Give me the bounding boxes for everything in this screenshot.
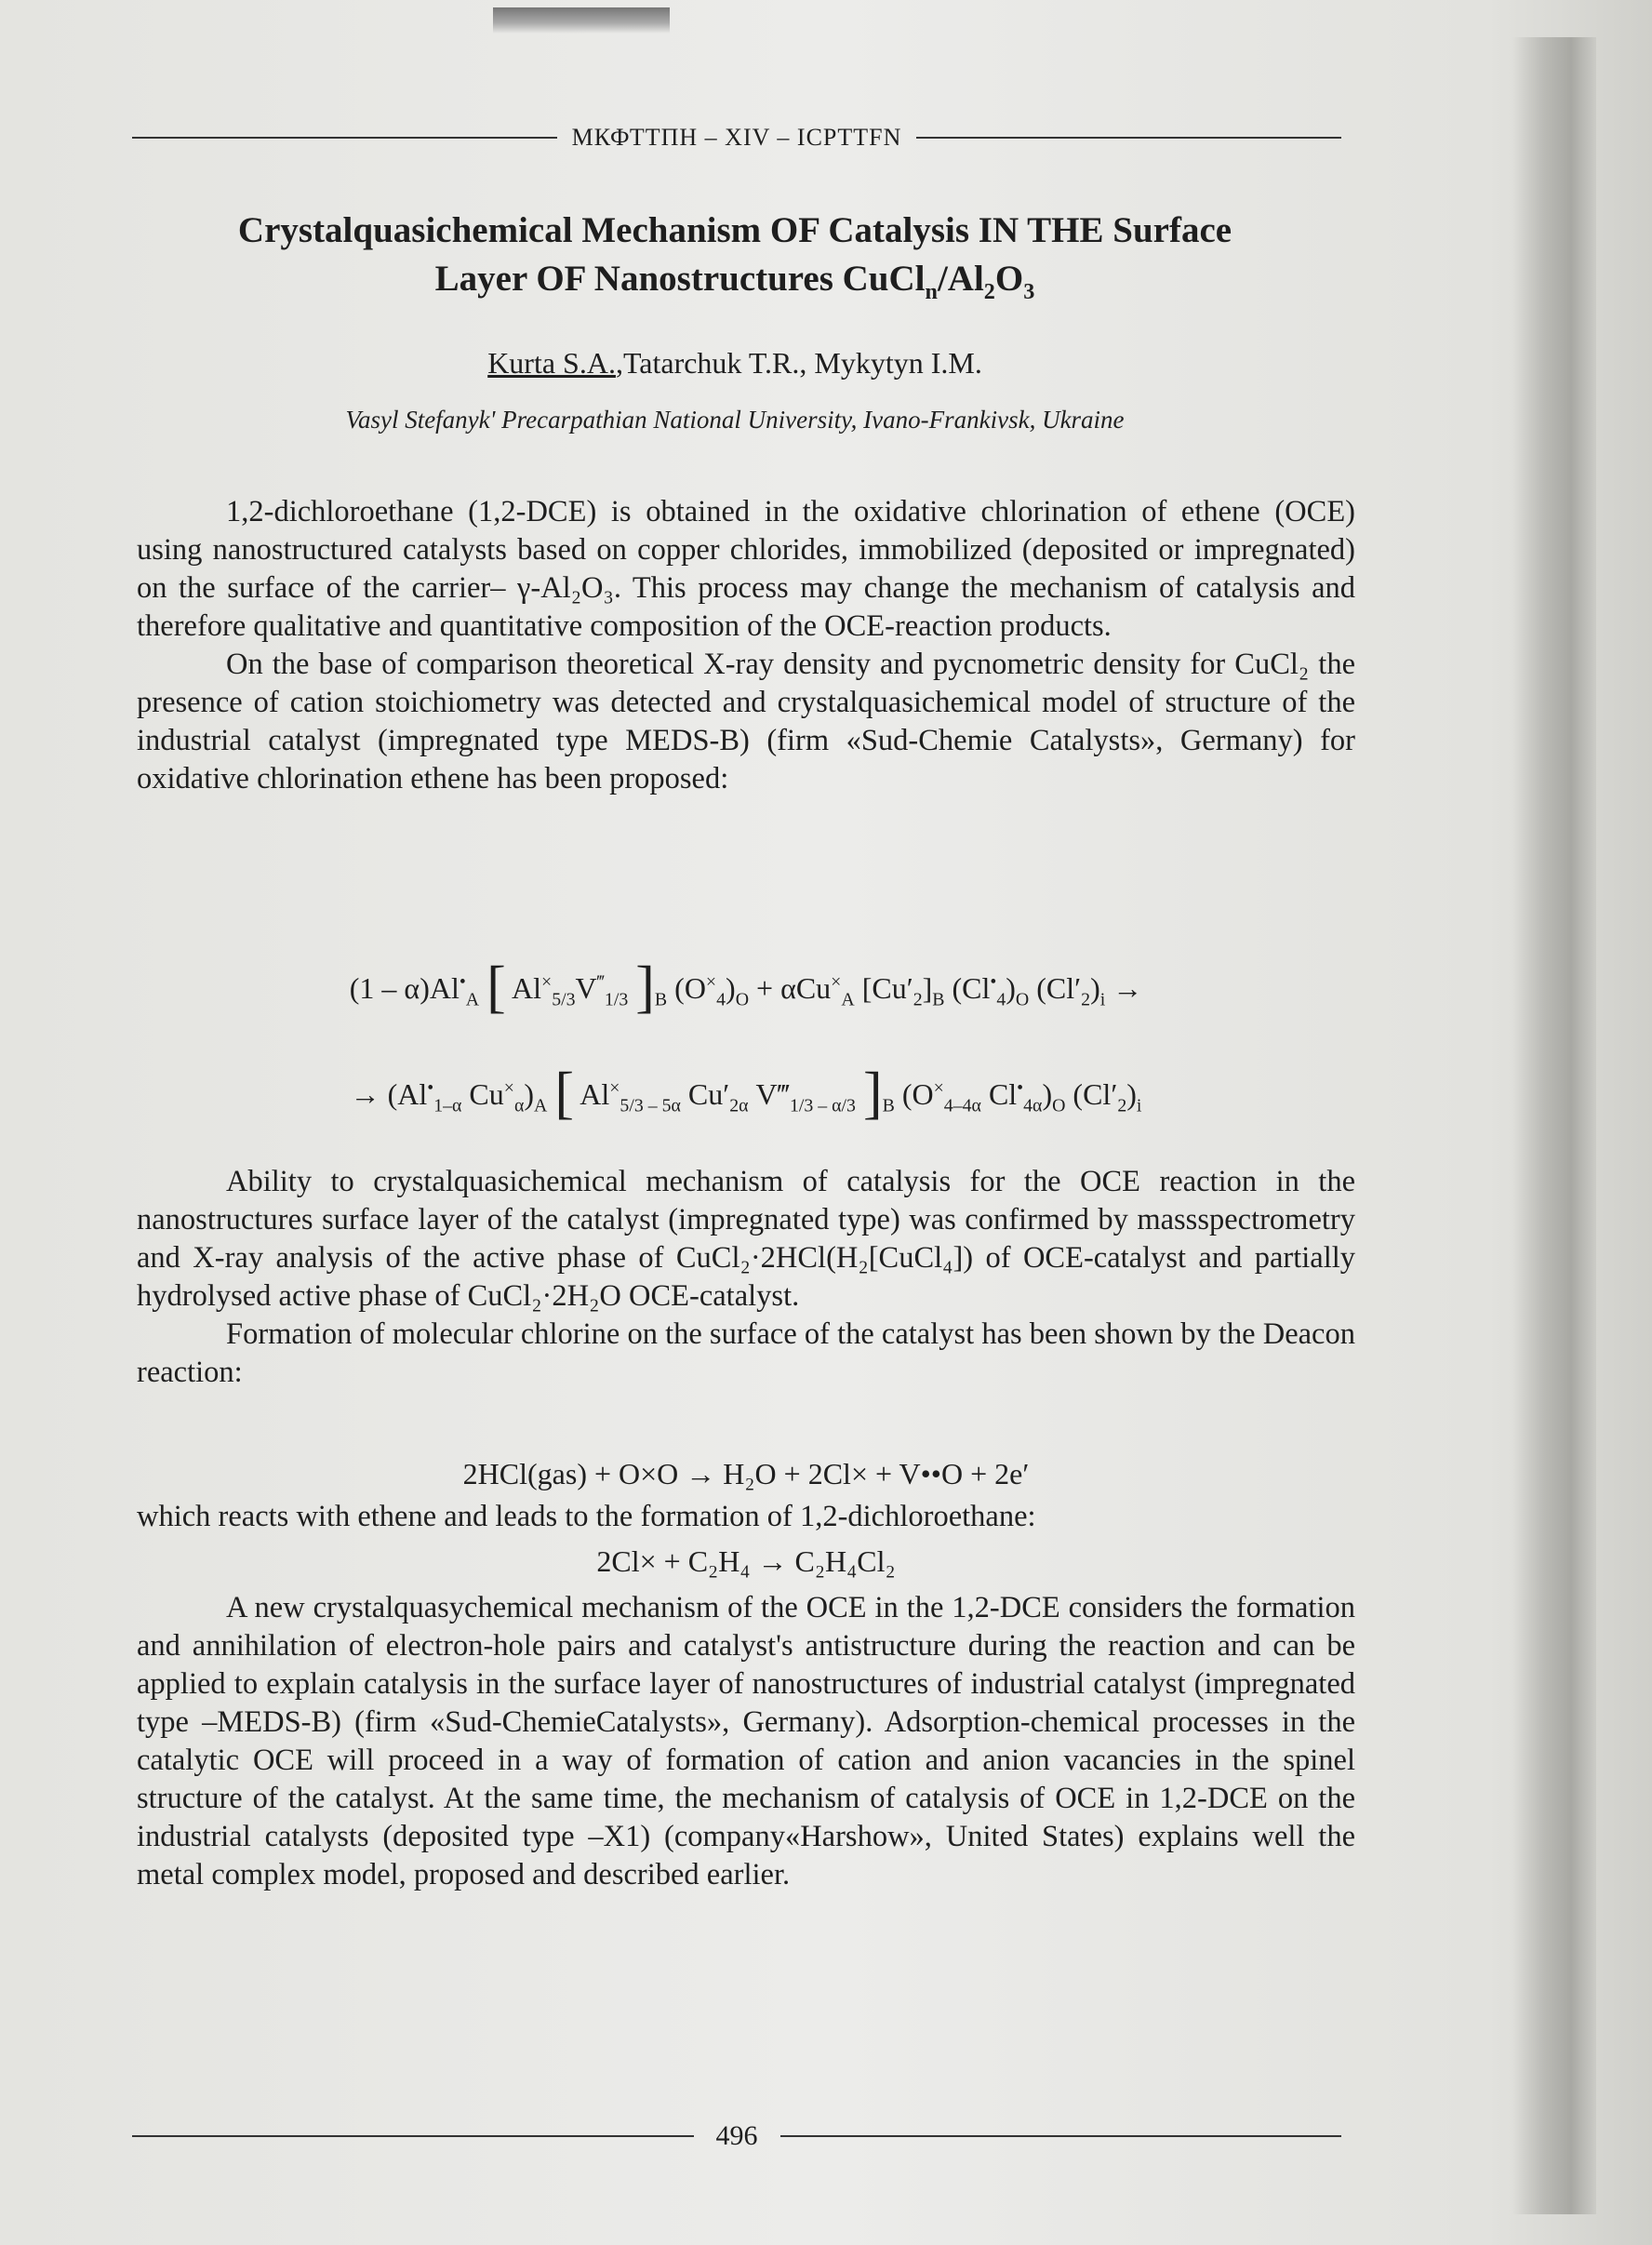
equation-ethene: 2Cl× + C₂H₄ → C₂H₄Cl₂ — [596, 1544, 896, 1578]
footer-rule-right — [780, 2135, 1342, 2137]
paper-title — [130, 207, 1339, 303]
author-others: ,Tatarchuk T.R., Mykytyn I.M. — [615, 346, 982, 380]
paragraph-1: 1,2-dichloroethane (1,2-DCE) is obtained in the oxidative chlorination of ethene (OCE) using nanostructured catalysts based on copper chlorides, immobilized (deposited or impregnated) on the surface of the carrier– γ-Al₂O₃. This process may change the mechanism of catalysis and therefore qualitative and quantitative composition of the OCE-reaction products. — [137, 495, 1355, 643]
equation-deacon: 2HCl(gas) + O×O → H₂O + 2Cl× + V••O + 2e′ — [462, 1457, 1030, 1490]
equation-1: $(1 - \alpha)Al^•_A$ [ $Al^\times_{5/3}V^‴_{1/3}$ ]$_B$ $(O^\times_4)_O + \alpha Cu^\times_A$ $[Cu'_2]_B$ $(Cl^•_4)_O$ $(Cl'_2)_i$ → — [349, 955, 1143, 1019]
paragraph-block-3 — [137, 1498, 1355, 1536]
header-rule-left — [132, 137, 557, 139]
paragraph-6: A new crystalquasychemical mechanism of the OCE in the 1,2-DCE considers the formation and annihilation of electron-hole pairs and catalyst's antistructure during the reaction and can be applied to explain catalysis in the surface layer of nanostructures of industrial catalyst (impregnated type –MEDS-B) (firm «Sud-ChemieCatalysts», Germany). Adsorption-chemical processes in the catalytic OCE will proceed in a way of formation of cation and anion vacancies in the spinel structure of the catalyst. At the same time, the mechanism of catalysis of OCE in 1,2-DCE on the industrial catalysts (deposited type –X1) (company«Harshow», United States) explains well the metal complex model, proposed and described earlier. — [137, 1591, 1355, 1891]
book-spine-shadow — [1512, 37, 1596, 2214]
scan-artifact — [493, 7, 670, 33]
authors — [130, 346, 1339, 381]
running-header — [132, 119, 1341, 156]
affiliation: Vasyl Stefanyk' Precarpathian National University, Ivano-Frankivsk, Ukraine — [345, 406, 1125, 434]
page-footer — [132, 2118, 1341, 2155]
equation-2: → ($Al^•_{1-\alpha}$ $Cu^\times_\alpha)_A$ [ $Al^\times_{5/3 - 5\alpha}$ $Cu'_{2\alpha}$ $V‴_{1/3 - \alpha/3}$ ]$_B$ ($O^\times_{4-4\alpha}$ $Cl^•_{4\alpha})_O$ $(Cl'_2)_i$ — [350, 1062, 1142, 1125]
title-line-1: Crystalquasichemical Mechanism OF Catalysis IN THE Surface — [237, 210, 1232, 250]
paragraph-block-4 — [137, 1589, 1355, 1894]
paragraph-4: Formation of molecular chlorine on the surface of the catalyst has been shown by the Deacon reaction: — [137, 1317, 1355, 1389]
paragraph-5: which reacts with ethene and leads to the formation of 1,2-dichloroethane: — [137, 1500, 1036, 1533]
author-kurta: Kurta S.A. — [487, 346, 616, 380]
title-line-2: Layer OF Nanostructures $CuCl_n/Al_2O_3$ — [434, 259, 1035, 304]
paragraph-block-2 — [137, 1163, 1355, 1392]
paragraph-2: On the base of comparison theoretical X-ray density and pycnometric density for CuCl₂ the presence of cation stoichiometry was detected and crystalquasichemical model of structure of the industrial catalyst (impregnated type MEDS-B) (firm «Sud-Chemie Catalysts», Germany) for oxidative chlorination ethene has been proposed: — [137, 648, 1355, 795]
paragraph-block-1 — [137, 493, 1355, 798]
header-text: МКФТТПН – XIV – ICPTTFN — [571, 124, 902, 151]
page-number: 496 — [715, 2120, 758, 2151]
header-rule-right — [916, 137, 1341, 139]
footer-rule-left — [132, 2135, 694, 2137]
paragraph-3: Ability to crystalquasichemical mechanism of catalysis for the OCE reaction in the nanostructures surface layer of the catalyst (impregnated type) was confirmed by massspectrometry and X-ray analysis of the active phase of CuCl₂·2HCl(H₂[CuCl₄]) of OCE-catalyst and partially hydrolysed active phase of CuCl₂·2H₂O OCE-catalyst. — [137, 1165, 1355, 1313]
